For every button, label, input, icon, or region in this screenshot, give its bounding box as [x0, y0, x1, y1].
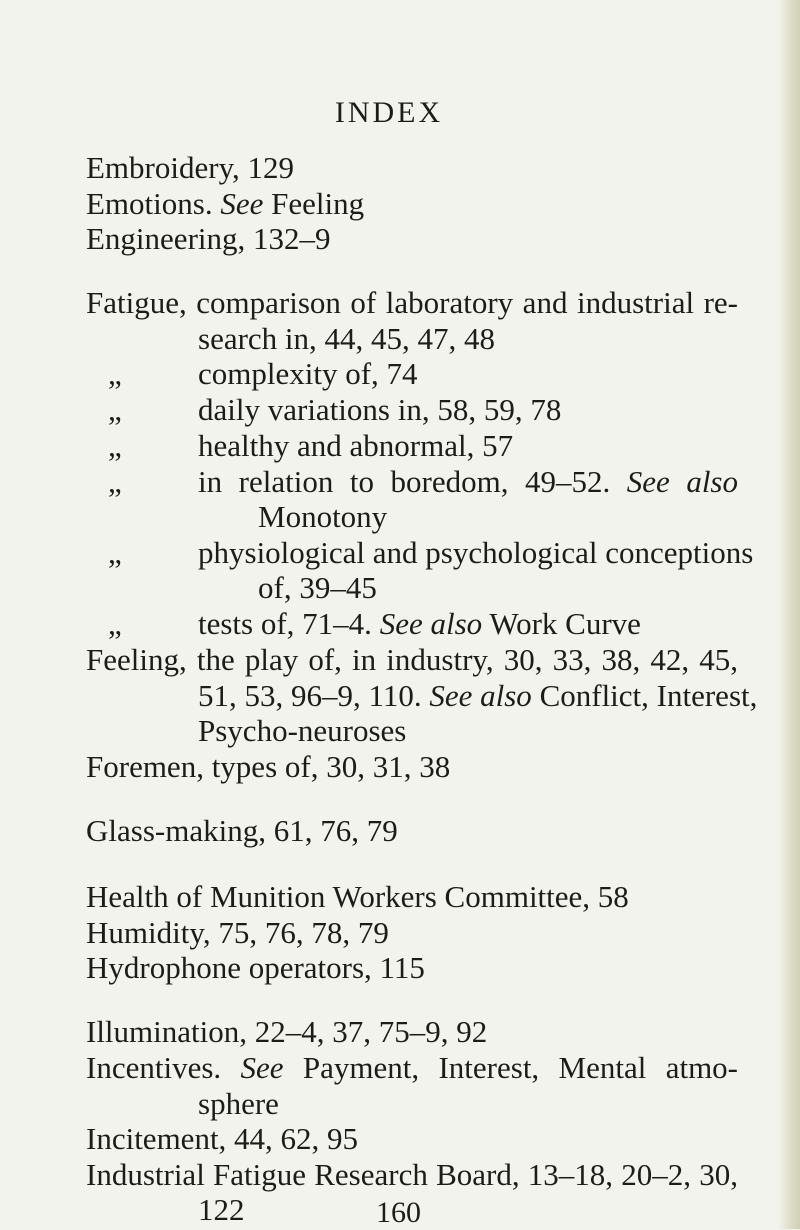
see-reference: See also: [626, 464, 738, 499]
entry-glass-making: Glass-making, 61, 76, 79: [86, 813, 398, 848]
entry-illumination: Illumination, 22–4, 37, 75–9, 92: [86, 1014, 488, 1049]
entry-text: Payment, Interest, Mental atmo-: [283, 1050, 738, 1085]
entry-continuation: Monotony: [258, 499, 388, 534]
ditto-mark: „: [108, 356, 122, 391]
ditto-mark: „: [108, 535, 122, 570]
see-reference: See: [240, 1050, 284, 1085]
entry-text: tests of, 71–4.: [198, 606, 380, 641]
entry-feeling: Feeling, the play of, in industry, 30, 33, 38, 42, 45,: [86, 642, 738, 677]
entry-text: Work Curve: [482, 606, 641, 641]
ditto-mark: „: [108, 428, 122, 463]
subentry-daily-variations: daily variations in, 58, 59, 78: [198, 392, 562, 427]
entry-foremen: Foremen, types of, 30, 31, 38: [86, 749, 451, 784]
subentry-complexity: complexity of, 74: [198, 356, 418, 391]
entry-continuation: search in, 44, 45, 47, 48: [198, 321, 496, 356]
see-reference: See: [220, 186, 264, 221]
entry-continuation: 122: [198, 1192, 245, 1227]
entry-emotions: [86, 188, 364, 219]
entry-hydrophone: Hydrophone operators, 115: [86, 950, 425, 985]
ditto-mark: „: [108, 392, 122, 427]
subentry-healthy-abnormal: healthy and abnormal, 57: [198, 428, 514, 463]
subentry-boredom: [198, 466, 738, 497]
entry-incitement: Incitement, 44, 62, 95: [86, 1121, 359, 1156]
entry-text: 51, 53, 96–9, 110.: [198, 678, 430, 713]
entry-industrial-fatigue: Industrial Fatigue Research Board, 13–18, 20–2, 30,: [86, 1157, 738, 1192]
entry-continuation: sphere: [198, 1086, 279, 1121]
entry-embroidery: Embroidery, 129: [86, 150, 295, 185]
see-reference: See also: [429, 678, 532, 713]
page-edge: [778, 0, 800, 1229]
entry-humidity: Humidity, 75, 76, 78, 79: [86, 915, 389, 950]
page-number: 160: [376, 1196, 421, 1229]
entry-engineering: Engineering, 132–9: [86, 221, 331, 256]
entry-incentives: [86, 1052, 738, 1083]
entry-fatigue: Fatigue, comparison of laboratory and industrial re-: [86, 285, 738, 320]
subentry-conceptions: physiological and psychological conceptions: [198, 535, 754, 570]
entry-text: Conflict, Interest,: [531, 678, 758, 713]
page-header: INDEX: [334, 96, 444, 129]
subentry-tests: [198, 608, 641, 639]
ditto-mark: „: [108, 606, 122, 641]
entry-continuation: Psycho-neuroses: [198, 713, 407, 748]
entry-text: Emotions.: [86, 186, 221, 221]
entry-health: Health of Munition Workers Committee, 58: [86, 879, 629, 914]
entry-continuation: [198, 678, 758, 713]
entry-text: in relation to boredom, 49–52.: [198, 464, 627, 499]
entry-continuation: of, 39–45: [258, 570, 377, 605]
ditto-mark: „: [108, 464, 122, 499]
see-reference: See also: [379, 606, 483, 641]
entry-text: Incentives.: [86, 1050, 241, 1085]
entry-text: Feeling: [263, 186, 365, 221]
